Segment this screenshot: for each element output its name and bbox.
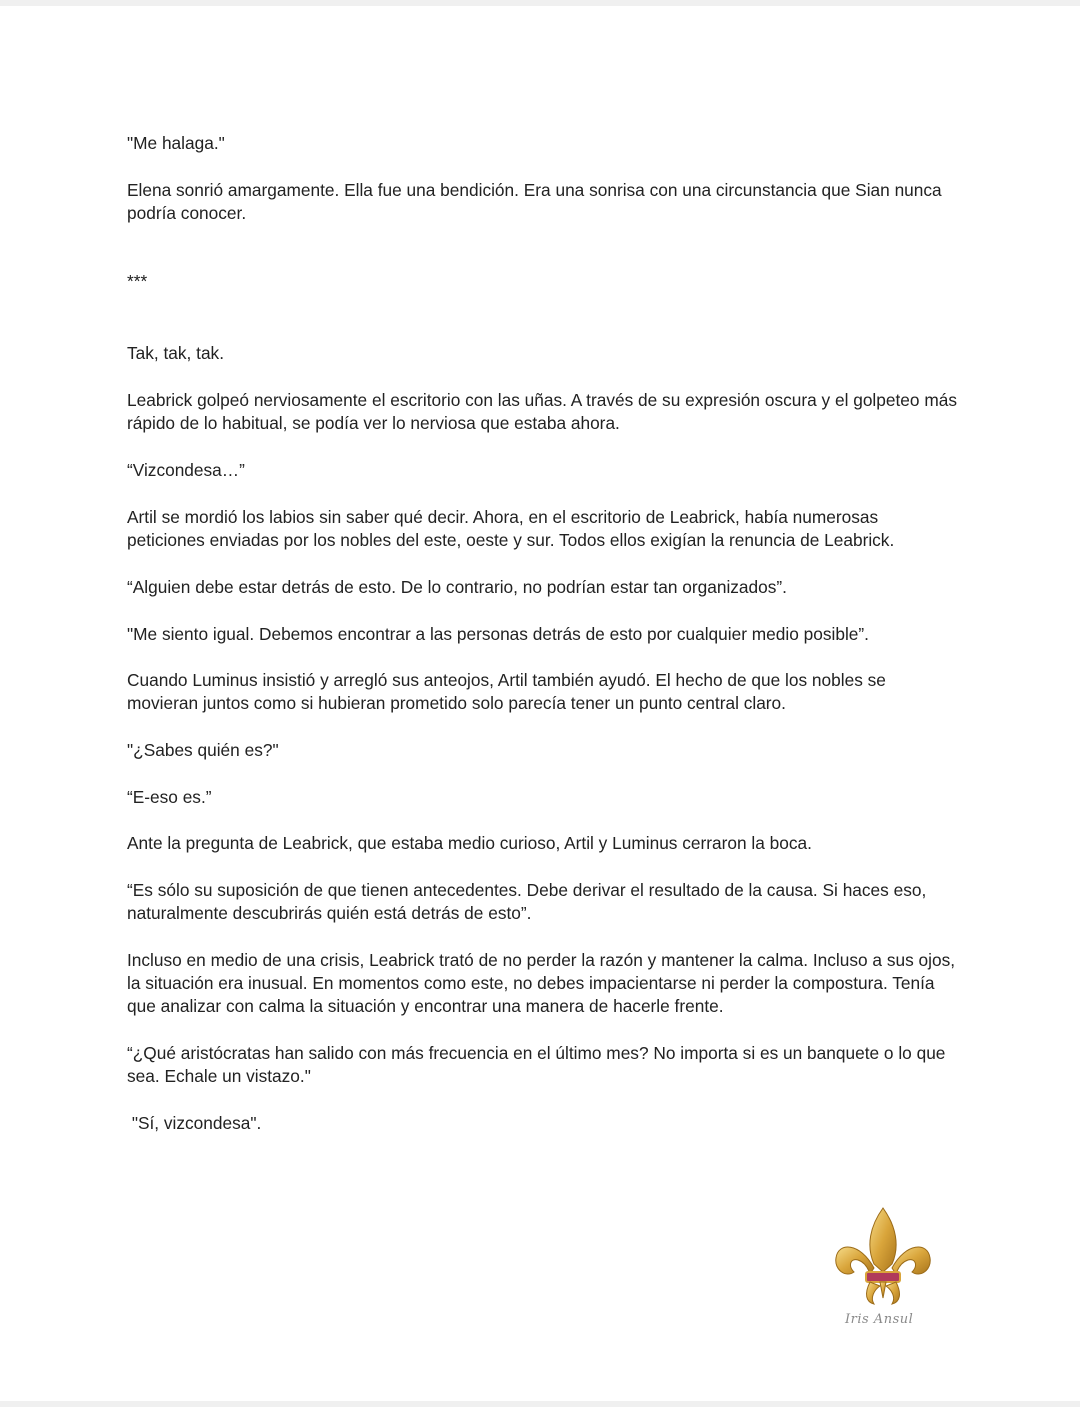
scene-break: *** bbox=[127, 271, 148, 291]
paragraph-8: "Me siento igual. Debemos encontrar a las personas detrás de esto por cualquier medio posible”. bbox=[127, 624, 869, 644]
paragraph-9: Cuando Luminus insistió y arregló sus anteojos, Artil también ayudó. El hecho de que los nobles se movieran juntos como si hubieran prometido solo parecía tener un punto central claro. bbox=[127, 670, 891, 713]
paragraph-14: Incluso en medio de una crisis, Leabrick trató de no perder la razón y mantener la calma. Incluso a sus ojos, la situación era inusual. En momentos como este, no debes impacientarse ni perder la compostura. Tenía que analizar con calma la situación y encontrar una manera de hacerle frente. bbox=[127, 950, 960, 1016]
signature: Iris Ansul bbox=[845, 1312, 914, 1327]
paragraph-13: “Es sólo su suposición de que tienen antecedentes. Debe derivar el resultado de la causa. Si haces eso, naturalmente descubrirás quién está detrás de esto”. bbox=[127, 880, 932, 923]
paragraph-10: "¿Sabes quién es?" bbox=[127, 740, 279, 760]
paragraph-6: Artil se mordió los labios sin saber qué decir. Ahora, en el escritorio de Leabrick, había numerosas peticiones enviadas por los nobles del este, oeste y sur. Todos ellos exigían la renuncia de Leabrick. bbox=[127, 507, 895, 550]
paragraph-15: “¿Qué aristócratas han salido con más frecuencia en el último mes? No importa si es un banquete o lo que sea. Echale un vistazo." bbox=[127, 1043, 951, 1086]
paragraph-11: “E-eso es.” bbox=[127, 787, 212, 807]
paragraph-1: "Me halaga." bbox=[127, 133, 225, 153]
paragraph-4: Leabrick golpeó nerviosamente el escritorio con las uñas. A través de su expresión oscura y el golpeteo más rápido de lo habitual, se podía ver lo nerviosa que estaba ahora. bbox=[127, 390, 962, 433]
paragraph-2: Elena sonrió amargamente. Ella fue una bendición. Era una sonrisa con una circunstancia que Sian nunca podría conocer. bbox=[127, 180, 947, 223]
document-page bbox=[0, 6, 1080, 1401]
paragraph-3: Tak, tak, tak. bbox=[127, 343, 225, 363]
paragraph-16: "Sí, vizcondesa". bbox=[127, 1113, 262, 1133]
paragraph-7: “Alguien debe estar detrás de esto. De lo contrario, no podrían estar tan organizados”. bbox=[127, 577, 787, 597]
paragraph-5: “Vizcondesa…” bbox=[127, 460, 245, 480]
paragraph-12: Ante la pregunta de Leabrick, que estaba medio curioso, Artil y Luminus cerraron la boca. bbox=[127, 833, 812, 853]
